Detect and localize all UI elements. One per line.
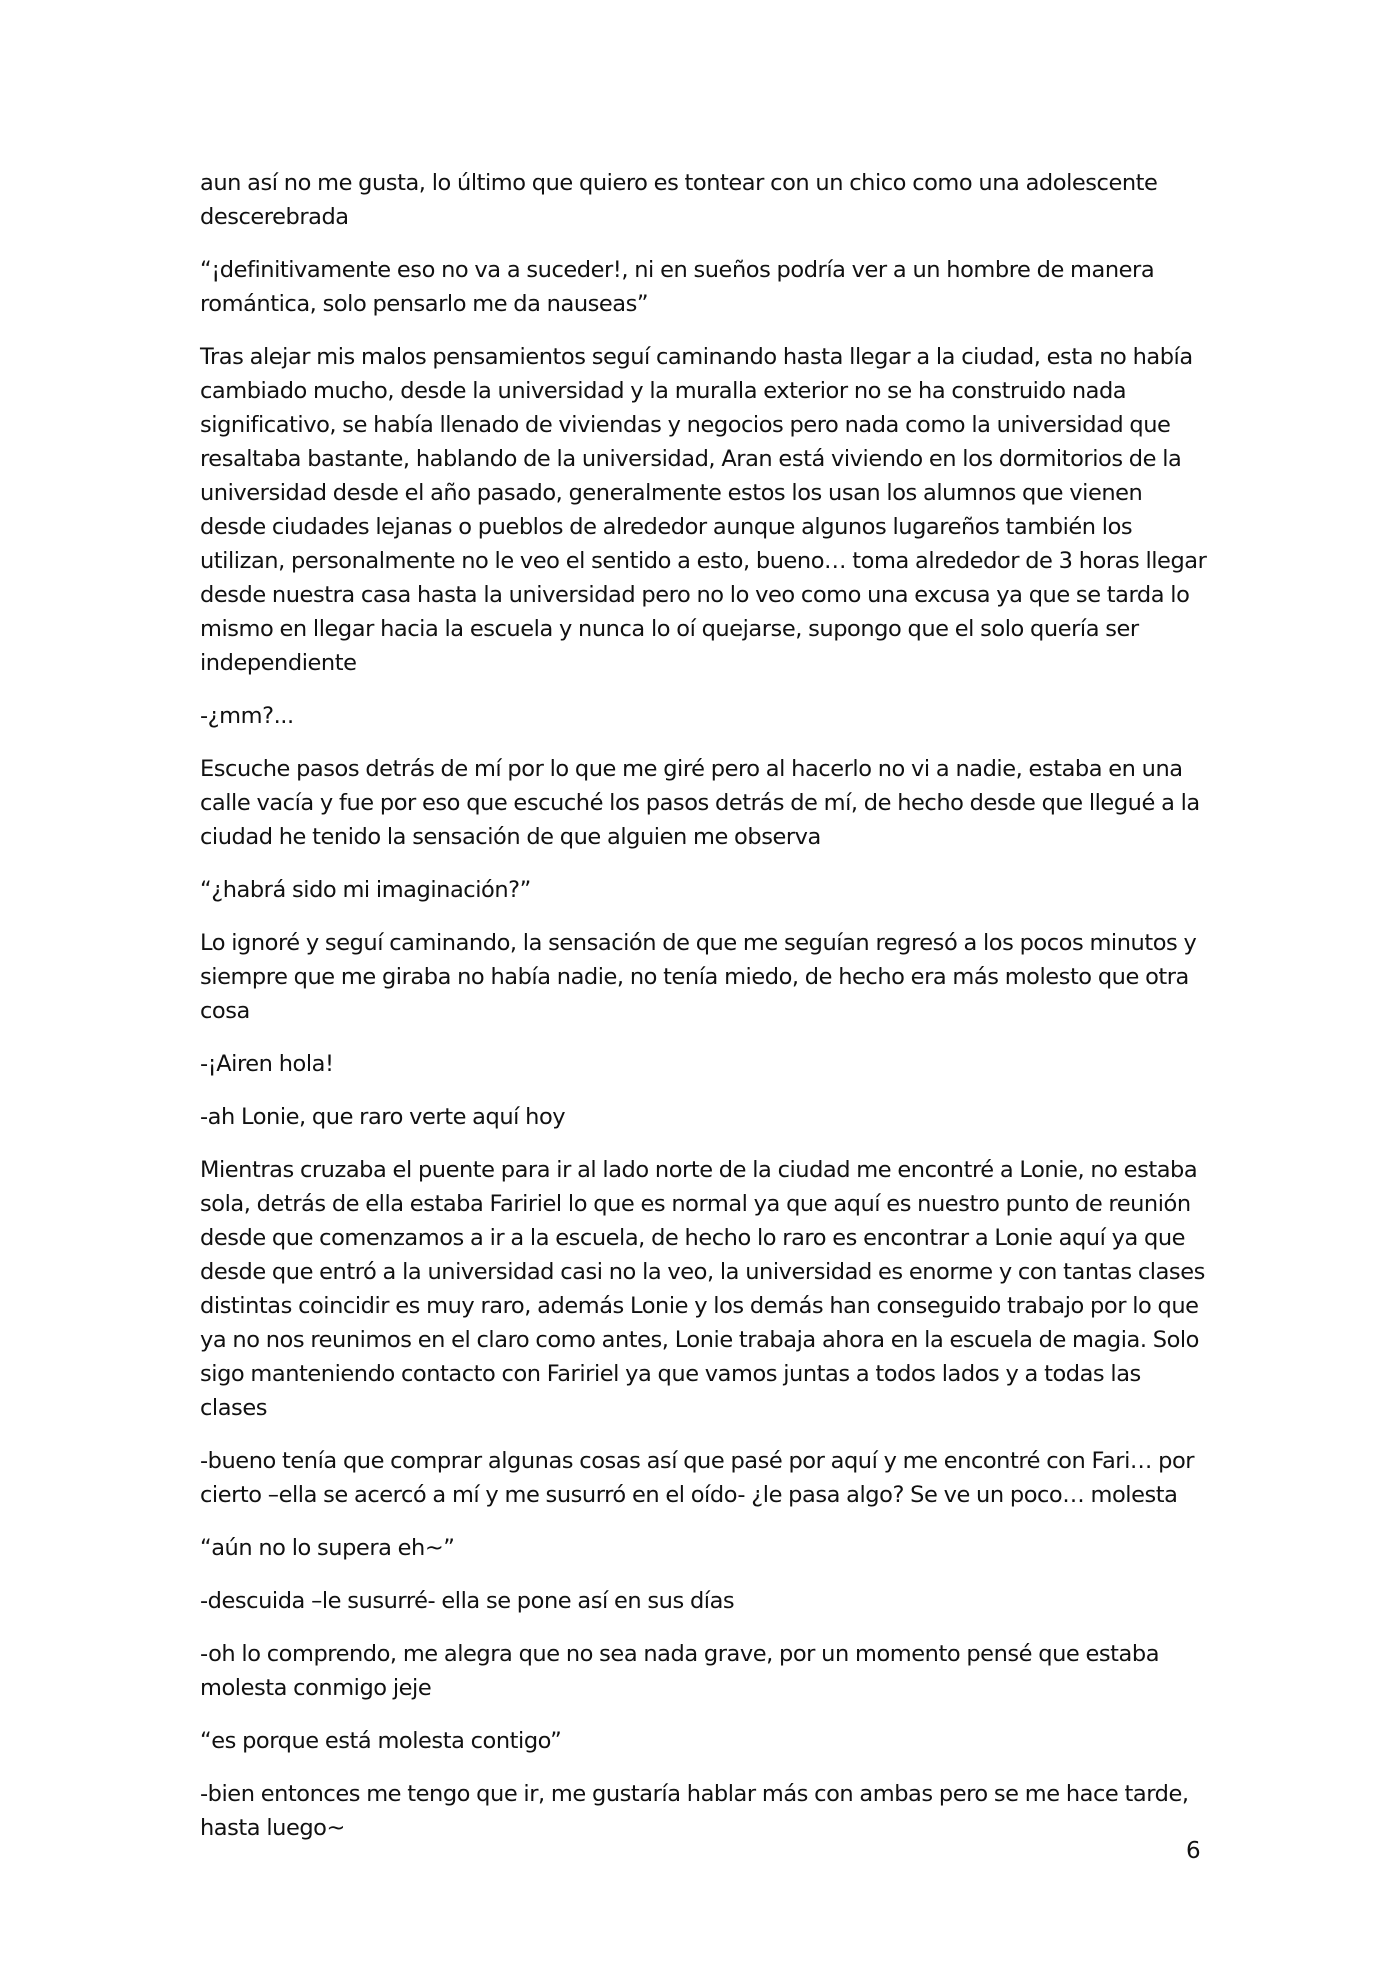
paragraph: Lo ignoré y seguí caminando, la sensación de que me seguían regresó a los pocos minutos y siempre que me giraba no había nadie, no tenía miedo, de hecho era más molesto que otra cosa: [200, 930, 1197, 1024]
paragraph: -¿mm?...: [200, 703, 294, 729]
paragraph: “¿habrá sido mi imaginación?”: [200, 877, 531, 903]
paragraph: “¡definitivamente eso no va a suceder!, ni en sueños podría ver a un hombre de manera romántica, solo pensarlo me da nauseas”: [200, 257, 1155, 317]
document-body: [200, 166, 1210, 1864]
paragraph: -bien entonces me tengo que ir, me gustaría hablar más con ambas pero se me hace tarde, hasta luego~: [200, 1781, 1189, 1841]
paragraph: Escuche pasos detrás de mí por lo que me giré pero al hacerlo no vi a nadie, estaba en una calle vacía y fue por eso que escuché los pasos detrás de mí, de hecho desde que llegué a la ciudad he tenido la sensación de que alguien me observa: [200, 756, 1200, 850]
paragraph: Mientras cruzaba el puente para ir al lado norte de la ciudad me encontré a Lonie, no estaba sola, detrás de ella estaba Faririel lo que es normal ya que aquí es nuestro punto de reunión desde que comenzamos a ir a la escuela, de hecho lo raro es encontrar a Lonie aquí ya que desde que entró a la universidad casi no la veo, la universidad es enorme y con tantas clases distintas coincidir es muy raro, además Lonie y los demás han conseguido trabajo por lo que ya no nos reunimos en el claro como antes, Lonie trabaja ahora en la escuela de magia. Solo sigo manteniendo contacto con Faririel ya que vamos juntas a todos lados y a todas las clases: [200, 1157, 1205, 1421]
paragraph: aun así no me gusta, lo último que quiero es tontear con un chico como una adolescente descerebrada: [200, 170, 1158, 230]
paragraph: “es porque está molesta contigo”: [200, 1728, 562, 1754]
paragraph: -¡Airen hola!: [200, 1051, 334, 1077]
paragraph: -descuida –le susurré- ella se pone así en sus días: [200, 1588, 735, 1614]
paragraph: Tras alejar mis malos pensamientos seguí caminando hasta llegar a la ciudad, esta no había cambiado mucho, desde la universidad y la muralla exterior no se ha construido nada significativo, se había llenado de viviendas y negocios pero nada como la universidad que resaltaba bastante, hablando de la universidad, Aran está viviendo en los dormitorios de la universidad desde el año pasado, generalmente estos los usan los alumnos que vienen desde ciudades lejanas o pueblos de alrededor aunque algunos lugareños también los utilizan, personalmente no le veo el sentido a esto, bueno… toma alrededor de 3 horas llegar desde nuestra casa hasta la universidad pero no lo veo como una excusa ya que se tarda lo mismo en llegar hacia la escuela y nunca lo oí quejarse, supongo que el solo quería ser independiente: [200, 344, 1207, 676]
paragraph: -oh lo comprendo, me alegra que no sea nada grave, por un momento pensé que estaba molesta conmigo jeje: [200, 1641, 1160, 1701]
paragraph: “aún no lo supera eh~”: [200, 1535, 455, 1561]
paragraph: -ah Lonie, que raro verte aquí hoy: [200, 1104, 566, 1130]
page-number: 6: [1186, 1838, 1201, 1864]
paragraph: -bueno tenía que comprar algunas cosas así que pasé por aquí y me encontré con Fari… por cierto –ella se acercó a mí y me susurró en el oído- ¿le pasa algo? Se ve un poco… molesta: [200, 1448, 1195, 1508]
